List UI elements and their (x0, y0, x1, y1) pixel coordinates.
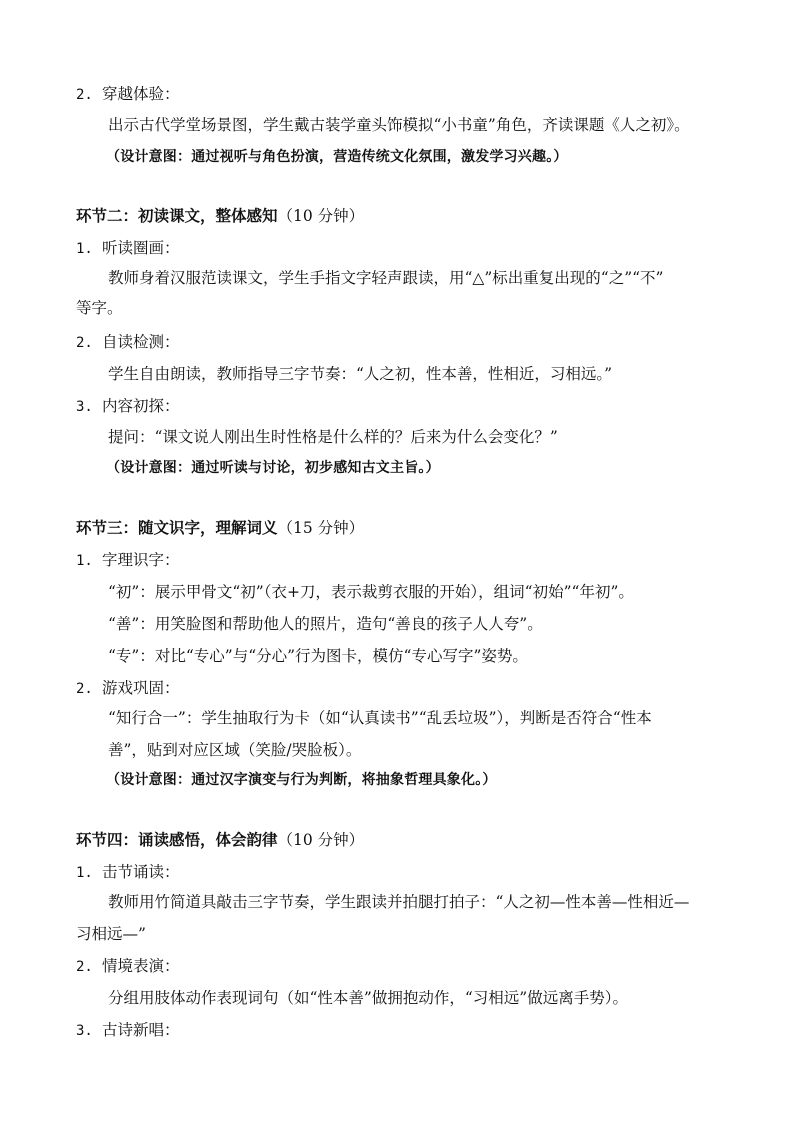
paragraph-text: 教师用竹简道具敲击三字节奏，学生跟读并拍腿打拍子：“人之初—性本善—性相近— (108, 893, 690, 911)
item-number: 2. (76, 681, 93, 697)
list-item-number-title (76, 678, 736, 699)
paragraph-text-continued: 等字。 (76, 299, 123, 317)
paragraph-text: 分组用肢体动作表现词句（如“性本善”做拥抱动作，“习相远”做远离手势）。 (108, 989, 628, 1007)
paragraph-text: 教师身着汉服范读课文，学生手指文字轻声跟读，用“△”标出重复出现的“之”“不” (108, 269, 664, 287)
item-title: 古诗新唱： (102, 1021, 180, 1039)
item-number: 2. (76, 87, 93, 103)
section-heading (76, 206, 736, 226)
character-explanation: “善”：用笑脸图和帮助他人的照片，造句“善良的孩子人人夸”。 (108, 615, 543, 633)
design-intent-note: （设计意图：通过视听与角色扮演，营造传统文化氛围，激发学习兴趣。） (106, 149, 568, 165)
list-item-number-title (76, 84, 736, 105)
list-item-number-title (76, 1020, 736, 1041)
list-item-number-title (76, 332, 736, 353)
section-heading (76, 830, 736, 850)
section-duration: （10 分钟） (277, 831, 365, 849)
character-explanation: “专”：对比“专心”与“分心”行为图卡，模仿“专心写字”姿势。 (108, 647, 528, 665)
list-item-number-title (76, 956, 736, 977)
item-title: 穿越体验： (102, 85, 180, 103)
item-title: 游戏巩固： (102, 679, 180, 697)
paragraph-text: “知行合一”：学生抽取行为卡（如“认真读书”“乱丢垃圾”），判断是否符合“性本 (108, 709, 652, 727)
item-number: 3. (76, 1023, 93, 1039)
item-number: 2. (76, 959, 93, 975)
list-item-number-title (76, 862, 736, 883)
item-number: 1. (76, 553, 93, 569)
item-number: 2. (76, 335, 93, 351)
section-title: 环节二：初读课文，整体感知 (76, 206, 278, 225)
character-explanation: “初”：展示甲骨文“初”（衣+刀，表示裁剪衣服的开始），组词“初始”“年初”。 (108, 583, 634, 601)
paragraph-text-continued: 习相远—” (76, 925, 146, 943)
paragraph-text: 提问：“课文说人刚出生时性格是什么样的？后来为什么会变化？” (108, 428, 558, 446)
section-title: 环节四：诵读感悟，体会韵律 (76, 830, 278, 849)
list-item-number-title (76, 396, 736, 417)
item-title: 情境表演： (102, 957, 180, 975)
item-title: 击节诵读： (102, 863, 180, 881)
paragraph-text-continued: 善”，贴到对应区域（笑脸/哭脸板）。 (108, 741, 362, 759)
section-duration: （10 分钟） (277, 207, 365, 225)
paragraph-text: 学生自由朗读，教师指导三字节奏：“人之初，性本善，性相近，习相远。” (108, 365, 613, 383)
list-item-number-title (76, 238, 736, 259)
section-heading (76, 518, 736, 538)
list-item-number-title (76, 550, 736, 571)
section-title: 环节三：随文识字，理解词义 (76, 518, 278, 537)
design-intent-note: （设计意图：通过汉字演变与行为判断，将抽象哲理具象化。） (106, 772, 497, 788)
item-number: 1. (76, 865, 93, 881)
item-title: 听读圈画： (102, 239, 180, 257)
item-title: 自读检测： (102, 333, 180, 351)
section-duration: （15 分钟） (277, 519, 365, 537)
item-number: 1. (76, 241, 93, 257)
item-number: 3. (76, 399, 93, 415)
paragraph-text: 出示古代学堂场景图，学生戴古装学童头饰模拟“小书童”角色，齐读课题《人之初》。 (108, 116, 690, 134)
design-intent-note: （设计意图：通过听读与讨论，初步感知古文主旨。） (106, 460, 440, 476)
item-title: 内容初探： (102, 397, 180, 415)
item-title: 字理识字： (102, 551, 180, 569)
